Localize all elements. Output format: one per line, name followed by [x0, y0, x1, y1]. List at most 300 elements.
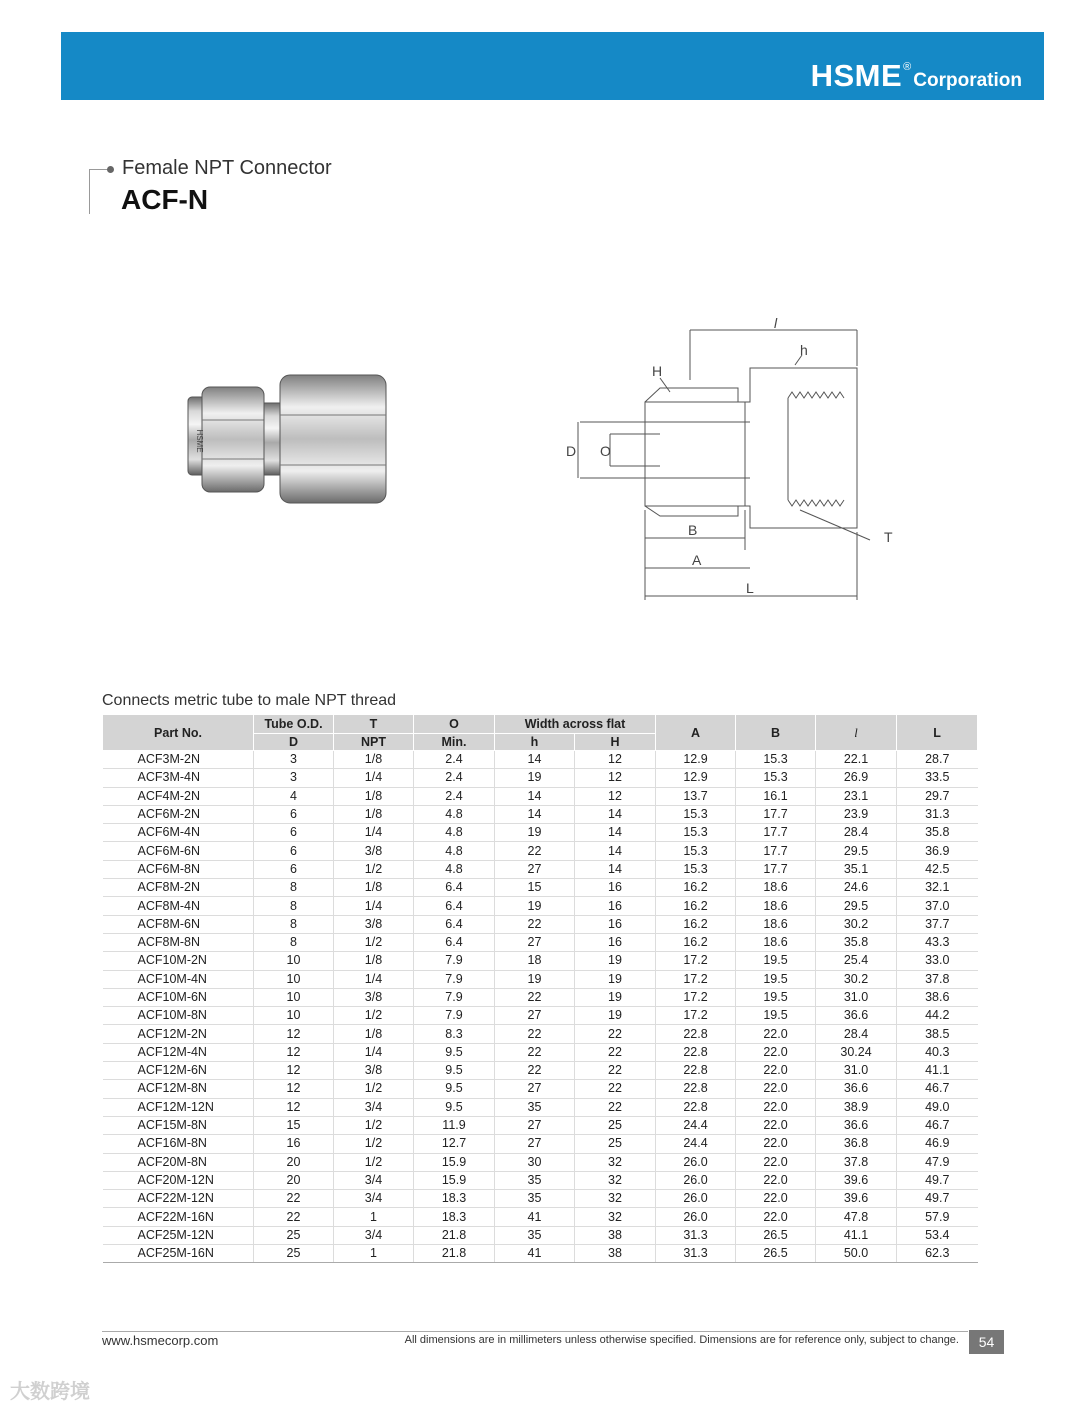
table-cell: 35.8: [897, 824, 978, 842]
table-row: [103, 1025, 978, 1043]
header-a: A: [656, 715, 736, 751]
table-cell: 22.8: [656, 1098, 736, 1116]
table-cell: 3/8: [334, 915, 414, 933]
table-cell: 17.2: [656, 970, 736, 988]
table-cell: 1/8: [334, 787, 414, 805]
table-cell: 4: [254, 787, 334, 805]
table-cell: 3/4: [334, 1098, 414, 1116]
table-cell: 18.3: [414, 1190, 495, 1208]
header-t-sub: NPT: [334, 734, 414, 751]
table-cell: 26.0: [656, 1190, 736, 1208]
table-cell: 22.8: [656, 1025, 736, 1043]
label-H: H: [652, 363, 663, 379]
table-cell: 7.9: [414, 1007, 495, 1025]
table-cell: 29.5: [816, 842, 897, 860]
table-cell: 22: [495, 1025, 575, 1043]
table-cell: 23.9: [816, 805, 897, 823]
table-cell: 35: [495, 1190, 575, 1208]
table-row: [103, 1098, 978, 1116]
table-cell: 15.9: [414, 1171, 495, 1189]
table-cell: 6: [254, 842, 334, 860]
label-l: l: [774, 315, 778, 331]
table-cell: 14: [575, 842, 656, 860]
table-cell: 22.0: [736, 1190, 816, 1208]
table-cell: 36.9: [897, 842, 978, 860]
table-row: [103, 1043, 978, 1061]
table-cell: 1/2: [334, 860, 414, 878]
table-cell: 20: [254, 1153, 334, 1171]
table-cell: 18.3: [414, 1208, 495, 1226]
table-cell: 28.4: [816, 1025, 897, 1043]
table-caption: Connects metric tube to male NPT thread: [102, 692, 397, 709]
table-cell: 9.5: [414, 1062, 495, 1080]
table-row: [103, 933, 978, 951]
title-bracket: [89, 169, 110, 214]
table-cell: 17.7: [736, 860, 816, 878]
table-cell: 15: [495, 879, 575, 897]
table-cell: 22: [495, 1043, 575, 1061]
table-cell: 19: [575, 1007, 656, 1025]
table-cell: 18.6: [736, 933, 816, 951]
header-h-small: h: [495, 734, 575, 751]
table-cell: 8: [254, 897, 334, 915]
table-cell: 15.9: [414, 1153, 495, 1171]
table-cell: 22.0: [736, 1208, 816, 1226]
table-cell: 22.8: [656, 1043, 736, 1061]
table-cell: 8.3: [414, 1025, 495, 1043]
table-cell: 22: [254, 1208, 334, 1226]
header-h-large: H: [575, 734, 656, 751]
table-cell: 14: [575, 805, 656, 823]
table-cell: 27: [495, 1080, 575, 1098]
table-cell: 22.0: [736, 1080, 816, 1098]
part-number-cell: ACF12M-2N: [103, 1025, 254, 1043]
product-code: ACF-N: [121, 184, 209, 215]
part-number-cell: ACF22M-16N: [103, 1208, 254, 1226]
table-cell: 28.4: [816, 824, 897, 842]
footer-note: All dimensions are in millimeters unless otherwise specified. Dimensions are for reference only, subject to change.: [404, 1334, 959, 1346]
table-cell: 13.7: [656, 787, 736, 805]
registered-mark: ®: [903, 61, 912, 73]
table-cell: 27: [495, 1116, 575, 1134]
table-cell: 19: [495, 824, 575, 842]
table-cell: 22: [575, 1098, 656, 1116]
table-cell: 6.4: [414, 933, 495, 951]
table-cell: 7.9: [414, 970, 495, 988]
table-row: [103, 1116, 978, 1134]
part-number-cell: ACF8M-4N: [103, 897, 254, 915]
table-cell: 22: [575, 1080, 656, 1098]
table-cell: 12: [254, 1025, 334, 1043]
product-subtitle: Female NPT Connector: [122, 157, 332, 179]
table-row: [103, 1226, 978, 1244]
table-cell: 31.3: [897, 805, 978, 823]
table-cell: 35.8: [816, 933, 897, 951]
part-number-cell: ACF6M-8N: [103, 860, 254, 878]
table-cell: 14: [495, 805, 575, 823]
part-number-cell: ACF16M-8N: [103, 1135, 254, 1153]
part-number-cell: ACF3M-2N: [103, 751, 254, 769]
table-cell: 35: [495, 1171, 575, 1189]
table-cell: 22.0: [736, 1116, 816, 1134]
table-cell: 31.3: [656, 1245, 736, 1263]
table-cell: 22: [495, 988, 575, 1006]
footer-url[interactable]: www.hsmecorp.com: [102, 1333, 219, 1348]
table-cell: 31.0: [816, 988, 897, 1006]
table-cell: 1/4: [334, 970, 414, 988]
table-cell: 37.8: [897, 970, 978, 988]
header-tube-od: Tube O.D.: [254, 715, 334, 734]
label-L: L: [746, 580, 754, 596]
table-cell: 12: [254, 1062, 334, 1080]
table-cell: 1/4: [334, 897, 414, 915]
table-cell: 14: [575, 860, 656, 878]
table-cell: 32.1: [897, 879, 978, 897]
table-cell: 57.9: [897, 1208, 978, 1226]
table-cell: 4.8: [414, 860, 495, 878]
table-cell: 26.0: [656, 1153, 736, 1171]
table-cell: 30.24: [816, 1043, 897, 1061]
table-cell: 27: [495, 860, 575, 878]
table-cell: 18: [495, 952, 575, 970]
table-row: [103, 988, 978, 1006]
table-cell: 47.8: [816, 1208, 897, 1226]
table-cell: 16: [575, 933, 656, 951]
table-cell: 35: [495, 1098, 575, 1116]
table-cell: 46.7: [897, 1080, 978, 1098]
table-cell: 12: [575, 787, 656, 805]
table-cell: 15.3: [656, 805, 736, 823]
table-cell: 37.8: [816, 1153, 897, 1171]
label-h: h: [800, 342, 808, 358]
table-cell: 40.3: [897, 1043, 978, 1061]
table-cell: 27: [495, 933, 575, 951]
table-cell: 25.4: [816, 952, 897, 970]
table-cell: 41.1: [816, 1226, 897, 1244]
table-cell: 1/2: [334, 933, 414, 951]
part-number-cell: ACF20M-12N: [103, 1171, 254, 1189]
table-cell: 14: [575, 824, 656, 842]
table-cell: 38.6: [897, 988, 978, 1006]
footer-divider: [102, 1331, 968, 1332]
table-cell: 53.4: [897, 1226, 978, 1244]
table-cell: 18.6: [736, 897, 816, 915]
spec-table-body: [103, 751, 978, 1263]
part-number-cell: ACF6M-6N: [103, 842, 254, 860]
part-number-cell: ACF8M-6N: [103, 915, 254, 933]
label-T: T: [884, 529, 893, 545]
table-cell: 6: [254, 805, 334, 823]
table-cell: 1/2: [334, 1080, 414, 1098]
table-cell: 1/2: [334, 1153, 414, 1171]
table-cell: 30: [495, 1153, 575, 1171]
table-cell: 15: [254, 1116, 334, 1134]
table-cell: 14: [495, 787, 575, 805]
part-number-cell: ACF25M-16N: [103, 1245, 254, 1263]
table-cell: 50.0: [816, 1245, 897, 1263]
table-cell: 1/8: [334, 805, 414, 823]
table-cell: 4.8: [414, 842, 495, 860]
table-cell: 8: [254, 933, 334, 951]
table-cell: 1/2: [334, 1135, 414, 1153]
table-cell: 12: [254, 1043, 334, 1061]
table-row: [103, 842, 978, 860]
table-cell: 62.3: [897, 1245, 978, 1263]
table-cell: 25: [254, 1245, 334, 1263]
table-cell: 9.5: [414, 1098, 495, 1116]
table-cell: 3/8: [334, 842, 414, 860]
table-cell: 8: [254, 879, 334, 897]
table-cell: 15.3: [656, 824, 736, 842]
table-row: [103, 1135, 978, 1153]
table-cell: 26.0: [656, 1208, 736, 1226]
table-row: [103, 751, 978, 769]
table-cell: 16.1: [736, 787, 816, 805]
table-cell: 17.2: [656, 952, 736, 970]
table-cell: 19: [575, 970, 656, 988]
table-cell: 22: [575, 1062, 656, 1080]
table-cell: 22: [254, 1190, 334, 1208]
table-cell: 3/4: [334, 1226, 414, 1244]
table-cell: 41: [495, 1245, 575, 1263]
table-cell: 12.9: [656, 751, 736, 769]
table-cell: 12: [575, 769, 656, 787]
header-banner: [61, 32, 1044, 100]
part-number-cell: ACF22M-12N: [103, 1190, 254, 1208]
table-cell: 38: [575, 1245, 656, 1263]
table-cell: 17.2: [656, 1007, 736, 1025]
table-cell: 12: [254, 1080, 334, 1098]
table-cell: 24.4: [656, 1116, 736, 1134]
table-cell: 43.3: [897, 933, 978, 951]
part-number-cell: ACF6M-4N: [103, 824, 254, 842]
title-bullet: [107, 166, 114, 173]
table-cell: 6.4: [414, 897, 495, 915]
table-cell: 29.7: [897, 787, 978, 805]
table-cell: 1/4: [334, 824, 414, 842]
table-cell: 10: [254, 970, 334, 988]
table-row: [103, 897, 978, 915]
table-cell: 17.7: [736, 842, 816, 860]
table-cell: 22.8: [656, 1080, 736, 1098]
table-cell: 16.2: [656, 915, 736, 933]
header-width-across-flat: Width across flat: [495, 715, 656, 734]
table-cell: 30.2: [816, 970, 897, 988]
table-cell: 16: [254, 1135, 334, 1153]
table-row: [103, 1190, 978, 1208]
part-number-cell: ACF12M-4N: [103, 1043, 254, 1061]
table-row: [103, 1062, 978, 1080]
table-cell: 31.3: [656, 1226, 736, 1244]
table-row: [103, 1153, 978, 1171]
table-cell: 16: [575, 879, 656, 897]
part-number-cell: ACF3M-4N: [103, 769, 254, 787]
table-cell: 15.3: [736, 769, 816, 787]
header-t: T: [334, 715, 414, 734]
part-number-cell: ACF12M-12N: [103, 1098, 254, 1116]
table-cell: 22: [495, 842, 575, 860]
table-cell: 1/2: [334, 1116, 414, 1134]
part-number-cell: ACF12M-8N: [103, 1080, 254, 1098]
table-cell: 7.9: [414, 988, 495, 1006]
product-photo: [180, 365, 395, 510]
table-row: [103, 1007, 978, 1025]
table-cell: 9.5: [414, 1043, 495, 1061]
table-cell: 1/2: [334, 1007, 414, 1025]
table-cell: 41: [495, 1208, 575, 1226]
table-cell: 4.8: [414, 805, 495, 823]
table-row: [103, 805, 978, 823]
table-cell: 18.6: [736, 915, 816, 933]
table-cell: 49.7: [897, 1190, 978, 1208]
table-cell: 25: [575, 1116, 656, 1134]
table-cell: 32: [575, 1171, 656, 1189]
table-cell: 12.7: [414, 1135, 495, 1153]
table-cell: 22.0: [736, 1171, 816, 1189]
table-cell: 16: [575, 897, 656, 915]
table-cell: 22.0: [736, 1043, 816, 1061]
table-cell: 10: [254, 988, 334, 1006]
table-cell: 6.4: [414, 879, 495, 897]
table-cell: 12: [575, 751, 656, 769]
table-cell: 29.5: [816, 897, 897, 915]
page-number: 54: [969, 1330, 1004, 1354]
table-cell: 36.6: [816, 1080, 897, 1098]
table-cell: 23.1: [816, 787, 897, 805]
table-cell: 33.5: [897, 769, 978, 787]
table-cell: 36.8: [816, 1135, 897, 1153]
table-cell: 22.1: [816, 751, 897, 769]
table-row: [103, 952, 978, 970]
table-cell: 1/4: [334, 769, 414, 787]
table-cell: 6.4: [414, 915, 495, 933]
table-cell: 17.2: [656, 988, 736, 1006]
table-cell: 16.2: [656, 879, 736, 897]
table-cell: 22.0: [736, 1025, 816, 1043]
table-cell: 7.9: [414, 952, 495, 970]
table-cell: 19: [575, 988, 656, 1006]
table-cell: 22: [575, 1043, 656, 1061]
table-cell: 1/8: [334, 1025, 414, 1043]
table-cell: 1/8: [334, 952, 414, 970]
table-cell: 35.1: [816, 860, 897, 878]
table-cell: 24.4: [656, 1135, 736, 1153]
table-cell: 3/8: [334, 988, 414, 1006]
brand-name: HSME: [810, 58, 903, 93]
table-cell: 21.8: [414, 1245, 495, 1263]
table-cell: 4.8: [414, 824, 495, 842]
table-cell: 11.9: [414, 1116, 495, 1134]
table-cell: 49.7: [897, 1171, 978, 1189]
table-row: [103, 879, 978, 897]
table-cell: 24.6: [816, 879, 897, 897]
table-cell: 19.5: [736, 952, 816, 970]
table-cell: 22: [495, 1062, 575, 1080]
table-row: [103, 1080, 978, 1098]
table-cell: 22: [495, 915, 575, 933]
part-number-cell: ACF4M-2N: [103, 787, 254, 805]
table-row: [103, 769, 978, 787]
table-cell: 38.9: [816, 1098, 897, 1116]
header-o-sub: Min.: [414, 734, 495, 751]
table-cell: 19: [495, 769, 575, 787]
brand-corporation: Corporation: [913, 70, 1022, 91]
part-number-cell: ACF12M-6N: [103, 1062, 254, 1080]
table-cell: 39.6: [816, 1171, 897, 1189]
table-cell: 16.2: [656, 933, 736, 951]
table-row: [103, 970, 978, 988]
table-cell: 14: [495, 751, 575, 769]
table-cell: 10: [254, 952, 334, 970]
table-cell: 31.0: [816, 1062, 897, 1080]
table-cell: 26.5: [736, 1245, 816, 1263]
table-cell: 3: [254, 769, 334, 787]
table-cell: 12.9: [656, 769, 736, 787]
table-cell: 3/4: [334, 1171, 414, 1189]
table-cell: 17.7: [736, 805, 816, 823]
header-l: L: [897, 715, 978, 751]
watermark: 大数跨境: [10, 1381, 90, 1403]
table-cell: 39.6: [816, 1190, 897, 1208]
table-cell: 2.4: [414, 787, 495, 805]
table-cell: 15.3: [656, 860, 736, 878]
table-cell: 49.0: [897, 1098, 978, 1116]
table-cell: 18.6: [736, 879, 816, 897]
part-number-cell: ACF10M-4N: [103, 970, 254, 988]
label-B: B: [688, 522, 698, 538]
table-cell: 15.3: [656, 842, 736, 860]
table-cell: 38: [575, 1226, 656, 1244]
label-O: O: [600, 443, 611, 459]
part-number-cell: ACF10M-8N: [103, 1007, 254, 1025]
table-cell: 3: [254, 751, 334, 769]
table-cell: 19.5: [736, 970, 816, 988]
part-number-cell: ACF6M-2N: [103, 805, 254, 823]
label-A: A: [692, 552, 702, 568]
table-cell: 27: [495, 1135, 575, 1153]
table-cell: 9.5: [414, 1080, 495, 1098]
table-cell: 2.4: [414, 769, 495, 787]
table-cell: 1/8: [334, 751, 414, 769]
brand-logo: [811, 58, 1022, 94]
table-cell: 25: [575, 1135, 656, 1153]
part-number-cell: ACF25M-12N: [103, 1226, 254, 1244]
table-cell: 27: [495, 1007, 575, 1025]
photo-engraving: HSME: [195, 429, 204, 453]
header-part-no: Part No.: [103, 715, 254, 751]
table-cell: 10: [254, 1007, 334, 1025]
table-cell: 1/4: [334, 1043, 414, 1061]
table-cell: 21.8: [414, 1226, 495, 1244]
table-cell: 42.5: [897, 860, 978, 878]
table-cell: 41.1: [897, 1062, 978, 1080]
table-cell: 22.0: [736, 1098, 816, 1116]
table-cell: 19: [495, 897, 575, 915]
table-cell: 44.2: [897, 1007, 978, 1025]
part-number-cell: ACF8M-2N: [103, 879, 254, 897]
table-cell: 46.7: [897, 1116, 978, 1134]
table-cell: 32: [575, 1190, 656, 1208]
table-cell: 22.8: [656, 1062, 736, 1080]
table-cell: 22: [575, 1025, 656, 1043]
table-cell: 30.2: [816, 915, 897, 933]
table-cell: 28.7: [897, 751, 978, 769]
table-cell: 22.0: [736, 1153, 816, 1171]
table-cell: 47.9: [897, 1153, 978, 1171]
table-cell: 3/8: [334, 1062, 414, 1080]
table-cell: 15.3: [736, 751, 816, 769]
table-cell: 17.7: [736, 824, 816, 842]
